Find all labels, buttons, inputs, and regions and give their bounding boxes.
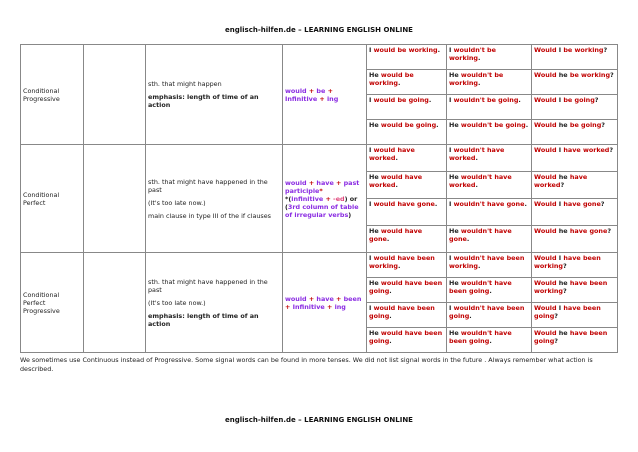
affirmative-example: I would be working. [367, 45, 447, 70]
use-text: (It's too late now.) [148, 198, 206, 207]
conditional-tenses-table [20, 44, 618, 353]
negative-example: I wouldn't have worked. [447, 145, 532, 172]
question-example: Would he have worked? [532, 172, 618, 199]
affirmative-example: I would have been working. [367, 253, 447, 278]
question-example: Would he have been working? [532, 278, 618, 303]
affirmative-example: He would have been going. [367, 278, 447, 303]
affirmative-example: He would have been going. [367, 328, 447, 353]
note-text: We sometimes use Continuous instead of Progressive. Some signal words can be found in more tenses. We did not list signal words in the future . Always remember what action is described. [20, 356, 593, 373]
table-row [21, 253, 618, 278]
use-text: main clause in type III of the if clauses [148, 211, 272, 220]
use-cell [146, 145, 283, 253]
form-cell: would + have + past participle* *(infinitive + -ed) or (3rd column of table of irregular verbs) [283, 145, 367, 253]
use-cell [146, 45, 283, 145]
page-footer: englisch-hilfen.de – LEARNING ENGLISH ONLINE [225, 416, 413, 424]
question-example: Would I have been working? [532, 253, 618, 278]
negative-example: He wouldn't have worked. [447, 172, 532, 199]
form-cell: would + have + been + Infinitive + ing [283, 253, 367, 353]
table-row [21, 145, 618, 172]
tense-name: Conditional Perfect [21, 145, 84, 253]
signal-words-cell [84, 253, 146, 353]
negative-example: He wouldn't be going. [447, 120, 532, 145]
affirmative-example: He would be working. [367, 70, 447, 95]
question-example: Would I be working? [532, 45, 618, 70]
use-text: sth. that might happen [148, 80, 222, 88]
affirmative-example: He would have worked. [367, 172, 447, 199]
question-example: Would I be going? [532, 95, 618, 120]
table-row [21, 45, 618, 70]
table-body [21, 45, 618, 353]
form-cell: would + be + Infinitive + ing [283, 45, 367, 145]
page-header: englisch-hilfen.de – LEARNING ENGLISH ONLINE [225, 26, 413, 34]
affirmative-example: He would be going. [367, 120, 447, 145]
question-example: Would I have been going? [532, 303, 618, 328]
use-cell [146, 253, 283, 353]
affirmative-example: He would have gone. [367, 226, 447, 253]
emphasis-text: emphasis: length of time of an action [148, 311, 259, 328]
question-example: Would he have gone? [532, 226, 618, 253]
tense-name: Conditional Progressive [21, 45, 84, 145]
emphasis-text: emphasis: length of time of an action [148, 93, 259, 109]
affirmative-example: I would have gone. [367, 199, 447, 226]
affirmative-example: I would have been going. [367, 303, 447, 328]
question-example: Would I have gone? [532, 199, 618, 226]
use-text: (It's too late now.) [148, 298, 206, 307]
use-text: sth. that might have happened in the past [148, 277, 268, 294]
use-text: sth. that might have happened in the past [148, 177, 268, 194]
negative-example: He wouldn't have been going. [447, 278, 532, 303]
negative-example: He wouldn't be working. [447, 70, 532, 95]
question-example: Would he have been going? [532, 328, 618, 353]
question-example: Would he be going? [532, 120, 618, 145]
question-example: Would he be working? [532, 70, 618, 95]
affirmative-example: I would have worked. [367, 145, 447, 172]
negative-example: He wouldn't have gone. [447, 226, 532, 253]
negative-example: I wouldn't have been working. [447, 253, 532, 278]
negative-example: I wouldn't be working. [447, 45, 532, 70]
negative-example: He wouldn't have been going. [447, 328, 532, 353]
tense-name: Conditional Perfect Progressive [21, 253, 84, 353]
question-example: Would I have worked? [532, 145, 618, 172]
negative-example: I wouldn't have gone. [447, 199, 532, 226]
signal-words-cell [84, 45, 146, 145]
negative-example: I wouldn't have been going. [447, 303, 532, 328]
signal-words-cell [84, 145, 146, 253]
affirmative-example: I would be going. [367, 95, 447, 120]
negative-example: I wouldn't be going. [447, 95, 532, 120]
